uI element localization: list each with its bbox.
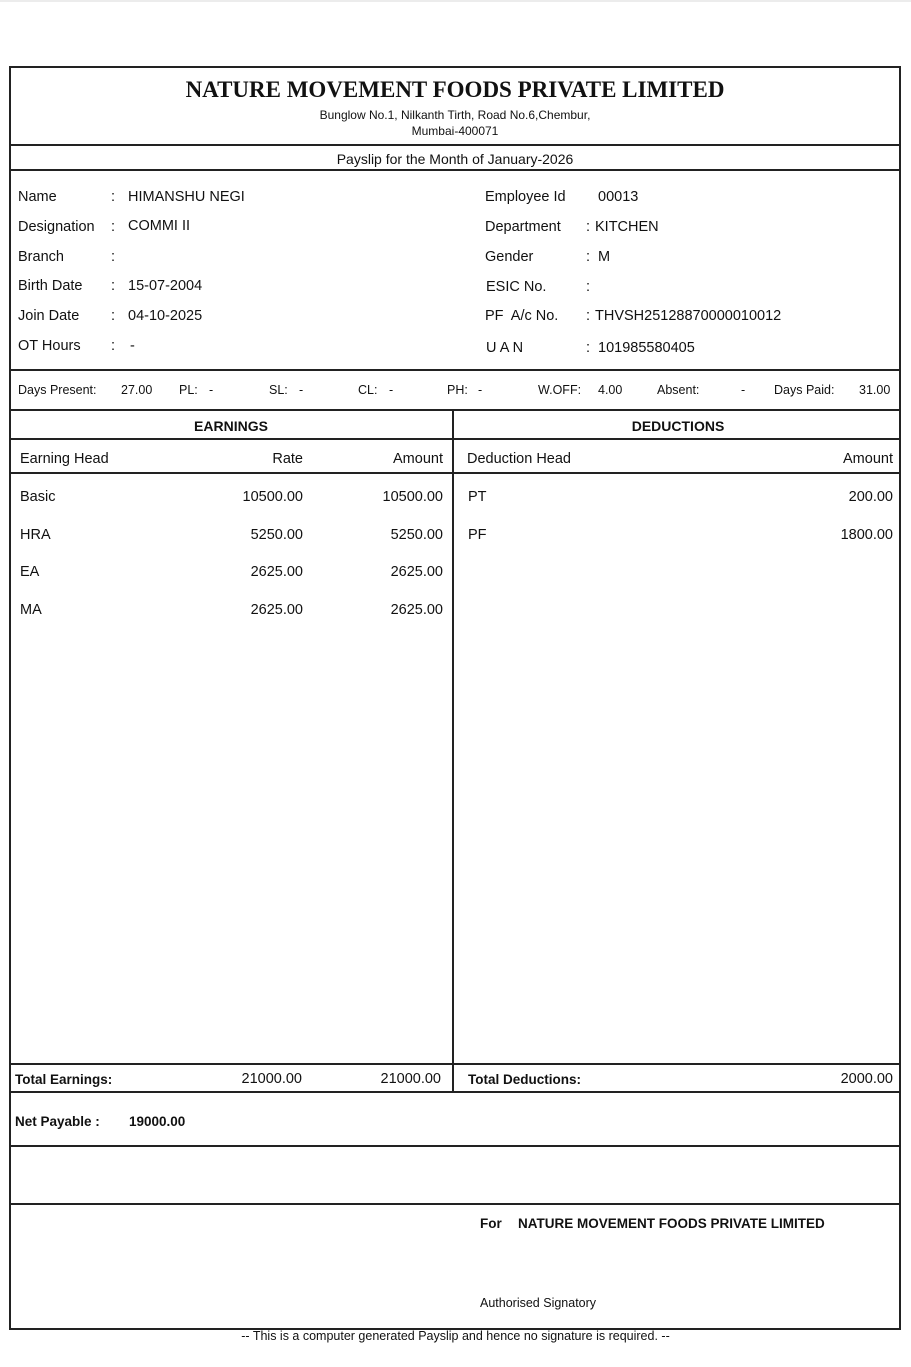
payslip-title: Payslip for the Month of January-2026 [336,151,574,167]
deduction-amount: 1800.00 [840,527,893,543]
total-deductions-label: Total Deductions: [468,1072,581,1087]
cl-label: CL: [358,383,378,397]
deduction-head-header: Deduction Head [467,451,571,467]
uan-value: 101985580405 [598,340,695,356]
divider [9,1063,901,1065]
sl-value: - [299,383,304,397]
deduction-head: PF [468,527,487,543]
pf-account-label: PF A/c No. [485,308,559,324]
earning-head: Basic [20,489,56,505]
earning-head: HRA [20,527,51,543]
divider [9,169,901,171]
divider [9,144,901,146]
rate-header: Rate [272,451,303,467]
divider [9,1203,901,1205]
total-deductions-amount: 2000.00 [840,1071,893,1087]
earning-amount: 5250.00 [390,527,443,543]
colon: : [586,219,591,235]
top-divider [0,0,911,2]
sl-label: SL: [269,383,288,397]
earning-rate: 5250.00 [250,527,303,543]
woff-value: 4.00 [598,383,623,397]
ph-label: PH: [447,383,468,397]
days-paid-value: 31.00 [859,383,891,397]
colon: : [111,189,116,205]
earning-amount: 2625.00 [390,564,443,580]
colon: : [586,308,591,324]
pl-label: PL: [179,383,198,397]
colon: : [586,279,591,295]
ot-hours-label: OT Hours [18,338,81,354]
branch-label: Branch [18,249,64,265]
divider [9,472,901,474]
ph-value: - [478,383,483,397]
earning-amount-header: Amount [393,451,443,467]
total-earnings-label: Total Earnings: [15,1072,113,1087]
designation-label: Designation [18,219,95,235]
days-present-label: Days Present: [18,383,97,397]
uan-label: U A N [486,340,524,356]
divider [9,409,901,411]
employee-id-value: 00013 [598,189,639,205]
department-label: Department [485,219,561,235]
authorised-signatory: Authorised Signatory [480,1296,597,1310]
gender-value: M [598,249,611,265]
column-divider [452,409,454,1092]
join-date-label: Join Date [18,308,80,324]
days-present-value: 27.00 [121,383,153,397]
company-name: NATURE MOVEMENT FOODS PRIVATE LIMITED [185,77,725,102]
colon: : [586,340,591,356]
earnings-title: EARNINGS [194,418,268,434]
deduction-head: PT [468,489,487,505]
designation-value: COMMI II [128,218,191,234]
deduction-amount: 200.00 [848,489,893,505]
payslip-frame [9,66,901,1330]
deduction-amount-header: Amount [843,451,893,467]
absent-value: - [741,383,746,397]
total-earnings-amount: 21000.00 [380,1071,441,1087]
net-payable-value: 19000.00 [129,1114,186,1129]
earning-head: MA [20,602,42,618]
cl-value: - [389,383,394,397]
divider [9,1145,901,1147]
employee-name-value: HIMANSHU NEGI [128,189,245,205]
signature-for-label: For [480,1216,502,1231]
gender-label: Gender [485,249,534,265]
total-earnings-rate: 21000.00 [241,1071,302,1087]
colon: : [111,249,116,265]
footer-note: -- This is a computer generated Payslip and hence no signature is required. -- [241,1329,670,1343]
absent-label: Absent: [657,383,700,397]
days-paid-label: Days Paid: [774,383,835,397]
earning-rate: 2625.00 [250,602,303,618]
birth-date-label: Birth Date [18,278,83,294]
colon: : [111,308,116,324]
colon: : [111,278,116,294]
company-address-line2: Mumbai-400071 [411,124,499,138]
deductions-title: DEDUCTIONS [631,418,725,434]
signature-company: NATURE MOVEMENT FOODS PRIVATE LIMITED [518,1216,825,1231]
divider [9,1091,901,1093]
colon: : [111,219,116,235]
esic-label: ESIC No. [486,279,547,295]
divider [9,438,901,440]
pl-value: - [209,383,214,397]
birth-date-value: 15-07-2004 [128,278,203,294]
earning-rate: 10500.00 [242,489,303,505]
pf-account-value: THVSH25128870000010012 [595,308,782,324]
earning-head: EA [20,564,40,580]
join-date-value: 04-10-2025 [128,308,203,324]
colon: : [586,249,591,265]
ot-hours-value: - [130,338,135,354]
net-payable-label: Net Payable : [15,1114,100,1129]
earning-rate: 2625.00 [250,564,303,580]
earning-head-header: Earning Head [20,451,109,467]
divider [9,369,901,371]
earning-amount: 10500.00 [382,489,443,505]
department-value: KITCHEN [595,219,659,235]
woff-label: W.OFF: [538,383,582,397]
employee-name-label: Name [18,189,57,205]
earning-amount: 2625.00 [390,602,443,618]
colon: : [111,338,116,354]
company-address-line1: Bunglow No.1, Nilkanth Tirth, Road No.6,Chembur, [319,108,591,122]
employee-id-label: Employee Id [485,189,566,205]
